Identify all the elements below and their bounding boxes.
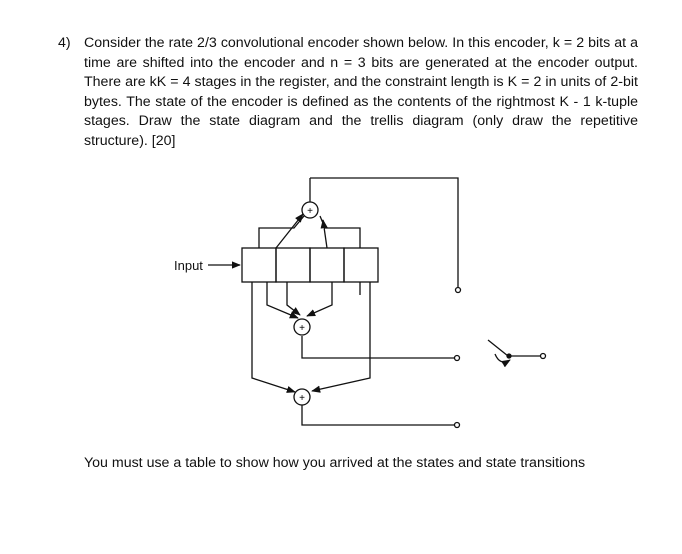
register-stage-4	[344, 248, 378, 282]
input-label: Input	[174, 258, 203, 273]
footer-instruction: You must use a table to show how you arrived at the states and state transitions	[84, 455, 586, 471]
register-stage-1	[242, 248, 276, 282]
question-text: Consider the rate 2/3 convolutional encoder shown below. In this encoder, k = 2 bits at a time are shifted into the encoder and n = 3 bits are generated at the encoder output. There are kK = 4 stages in the register, and the constraint length is K = 2 in units of 2-bit bytes. The state of the encoder is defined as the contents of the rightmost K - 1 k-tuple stages. Draw the state diagram and the trellis diagram (only draw the repetitive structure). [20]	[84, 35, 638, 149]
adder-bottom	[294, 389, 310, 405]
svg-text:+: +	[299, 323, 305, 334]
question-block	[58, 34, 638, 152]
output-switch	[488, 340, 540, 356]
adder-top	[302, 202, 318, 218]
encoder-diagram	[170, 170, 570, 440]
svg-text:+: +	[299, 393, 305, 404]
svg-text:+: +	[307, 206, 313, 217]
question-number: 4)	[58, 35, 71, 51]
register-stage-3	[310, 248, 344, 282]
adder-middle	[294, 319, 310, 335]
register-stage-2	[276, 248, 310, 282]
